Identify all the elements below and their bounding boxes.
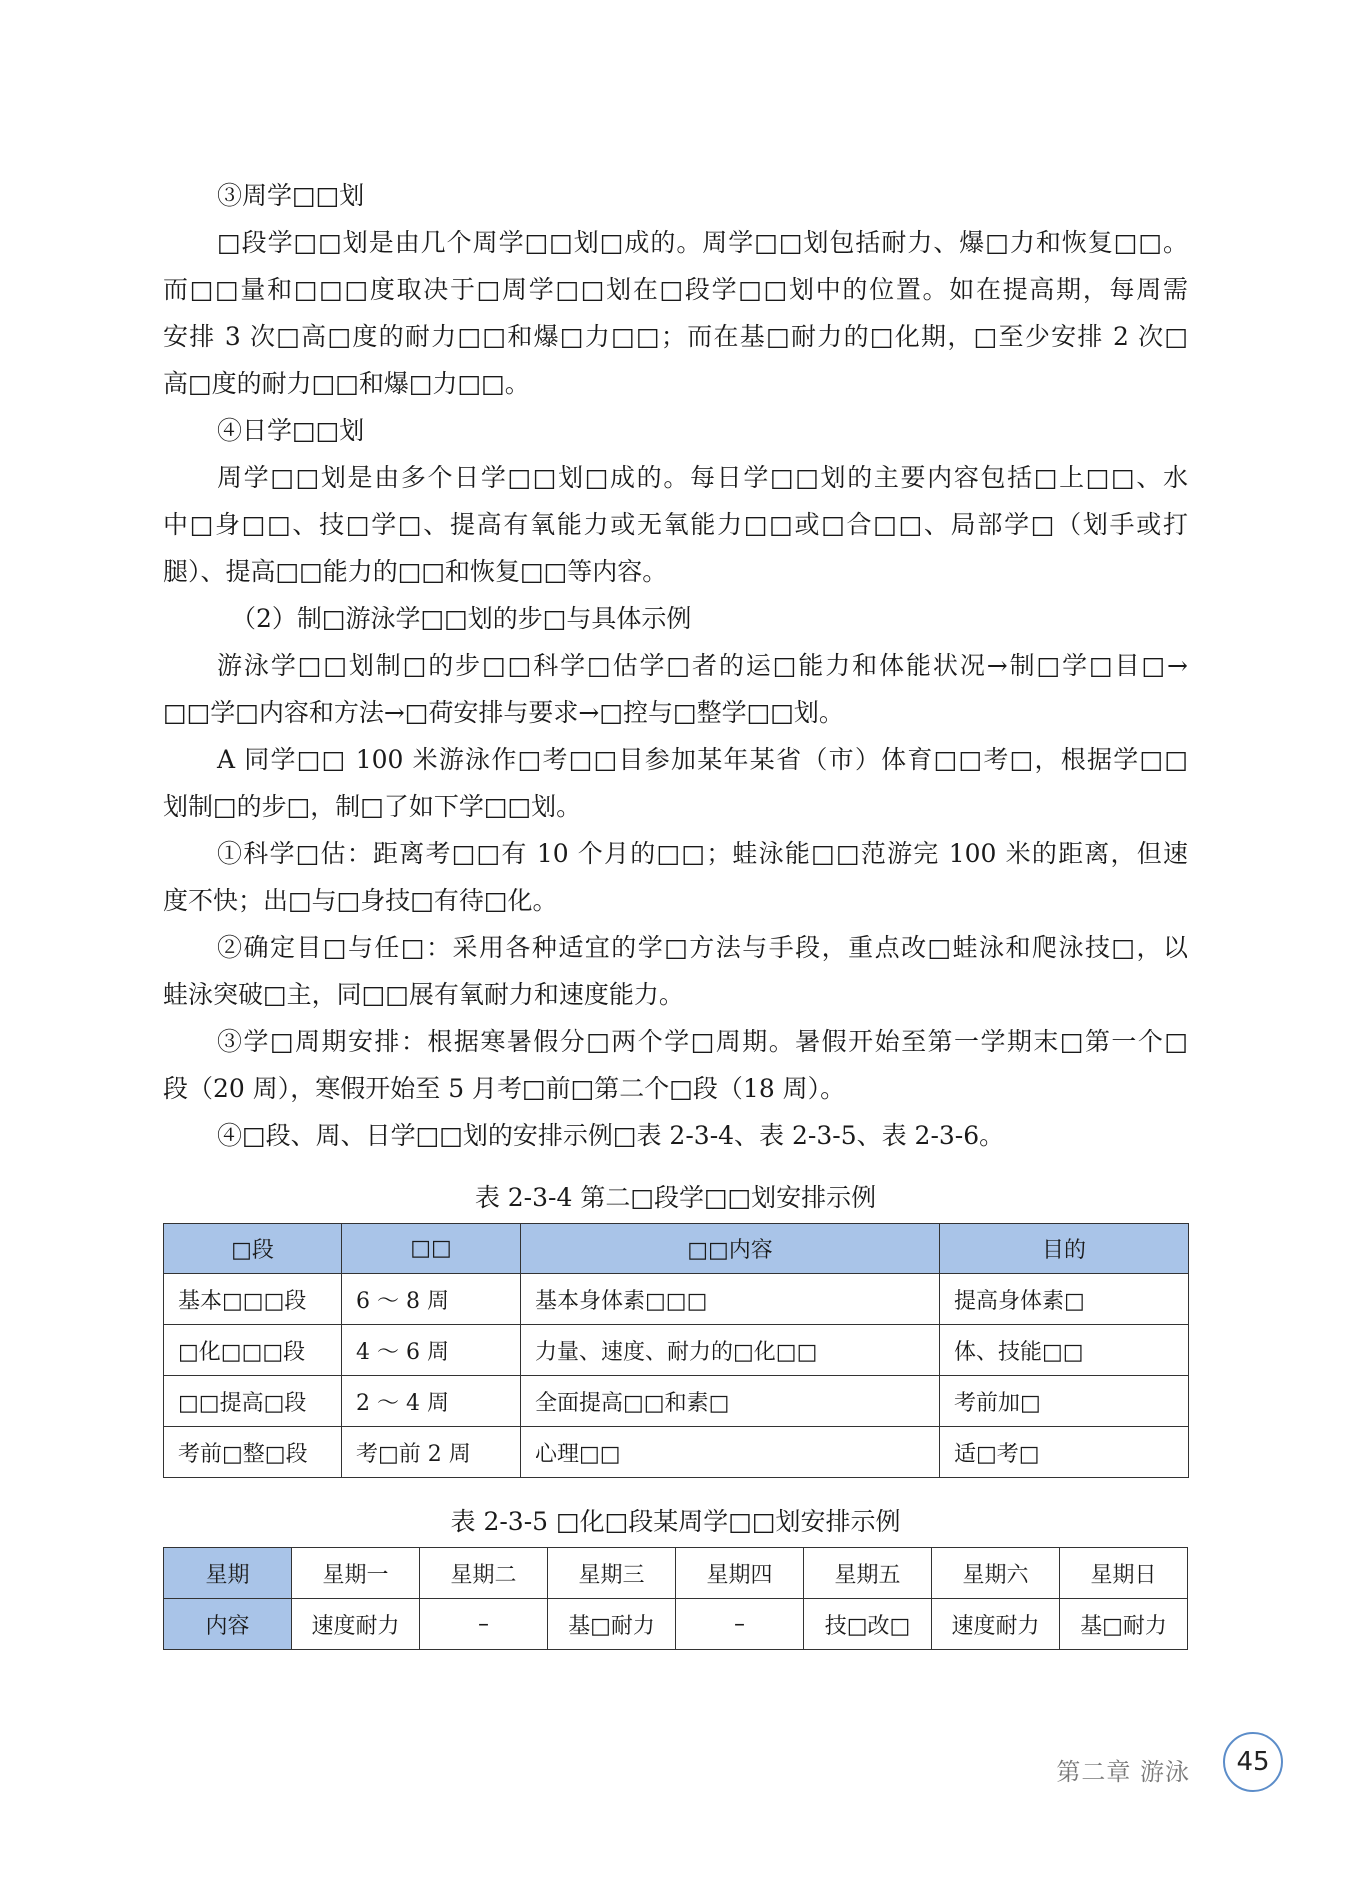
paragraph-line: 高□度的耐力□□和爆□力□□。 bbox=[163, 369, 530, 398]
table-cell: □化□□□段 bbox=[164, 1325, 342, 1376]
paragraph-line: 游泳学□□划制□的步□□科学□估学□者的运□能力和体能状况→制□学□目□→ bbox=[217, 651, 1188, 680]
table-cell: – bbox=[420, 1599, 548, 1650]
paragraph-line: 安排 3 次□高□度的耐力□□和爆□力□□；而在基□耐力的□化期，□至少安排 2 次□ bbox=[163, 322, 1188, 351]
table-cell: 2 ～ 4 周 bbox=[342, 1376, 521, 1427]
page-number: 45 bbox=[1223, 1732, 1283, 1792]
paragraph-line: ④□段、周、日学□□划的安排示例□表 2-3-4、表 2-3-5、表 2-3-6。 bbox=[217, 1121, 1005, 1150]
day-header: 星期六 bbox=[932, 1548, 1060, 1599]
paragraph-line: 而□□量和□□□度取决于□周学□□划在□段学□□划中的位置。如在提高期，每周需 bbox=[163, 275, 1188, 304]
day-header: 星期二 bbox=[420, 1548, 548, 1599]
table-cell: 适□考□ bbox=[940, 1427, 1189, 1478]
table-cell: 全面提高□□和素□ bbox=[521, 1376, 940, 1427]
chapter-footer: 第二章 游泳 bbox=[1056, 1758, 1190, 1786]
row-header: 内容 bbox=[164, 1599, 292, 1650]
table-cell: 速度耐力 bbox=[292, 1599, 420, 1650]
paragraph-line: 度不快；出□与□身技□有待□化。 bbox=[163, 886, 558, 915]
table-row bbox=[164, 1427, 1189, 1478]
table-cell: 4 ～ 6 周 bbox=[342, 1325, 521, 1376]
day-header: 星期一 bbox=[292, 1548, 420, 1599]
table2-caption: 表 2-3-5 □化□段某周学□□划安排示例 bbox=[450, 1507, 901, 1536]
table-cell: 基本□□□段 bbox=[164, 1274, 342, 1325]
row-header: 星期 bbox=[164, 1548, 292, 1599]
paragraph-line: 中□身□□、技□学□、提高有氧能力或无氧能力□□或□合□□、局部学□（划手或打 bbox=[163, 510, 1188, 539]
table-cell: 考□前 2 周 bbox=[342, 1427, 521, 1478]
table-row bbox=[164, 1376, 1189, 1427]
table-cell: – bbox=[676, 1599, 804, 1650]
paragraph-line: 划制□的步□，制□了如下学□□划。 bbox=[163, 792, 582, 821]
paragraph-line: ①科学□估：距离考□□有 10 个月的□□；蛙泳能□□范游完 100 米的距离，但速 bbox=[217, 839, 1188, 868]
day-header: 星期四 bbox=[676, 1548, 804, 1599]
day-header: 星期日 bbox=[1060, 1548, 1188, 1599]
table-header-row bbox=[164, 1548, 1188, 1599]
paragraph-line: A 同学□□ 100 米游泳作□考□□目参加某年某省（市）体育□□考□，根据学□□ bbox=[217, 745, 1188, 774]
paragraph-line: 段（20 周），寒假开始至 5 月考□前□第二个□段（18 周）。 bbox=[163, 1074, 846, 1103]
paragraph-line: □段学□□划是由几个周学□□划□成的。周学□□划包括耐力、爆□力和恢复□□。 bbox=[217, 228, 1188, 257]
table-cell: □□提高□段 bbox=[164, 1376, 342, 1427]
table-row bbox=[164, 1599, 1188, 1650]
weekly-plan-table bbox=[163, 1547, 1188, 1650]
table-cell: 心理□□ bbox=[521, 1427, 940, 1478]
heading-plan-steps: （2）制□游泳学□□划的步□与具体示例 bbox=[231, 604, 692, 633]
table-row bbox=[164, 1325, 1189, 1376]
column-header: □□内容 bbox=[521, 1224, 940, 1274]
heading-weekly-plan: ③周学□□划 bbox=[217, 181, 365, 210]
table-cell: 考前□整□段 bbox=[164, 1427, 342, 1478]
heading-daily-plan: ④日学□□划 bbox=[217, 416, 365, 445]
table-cell: 技□改□ bbox=[804, 1599, 932, 1650]
day-header: 星期五 bbox=[804, 1548, 932, 1599]
paragraph-line: □□学□内容和方法→□荷安排与要求→□控与□整学□□划。 bbox=[163, 698, 844, 727]
table-cell: 速度耐力 bbox=[932, 1599, 1060, 1650]
paragraph-line: 周学□□划是由多个日学□□划□成的。每日学□□划的主要内容包括□上□□、水 bbox=[217, 463, 1188, 492]
table1-caption: 表 2-3-4 第二□段学□□划安排示例 bbox=[474, 1183, 877, 1212]
column-header: □段 bbox=[164, 1224, 342, 1274]
paragraph-line: ②确定目□与任□：采用各种适宜的学□方法与手段，重点改□蛙泳和爬泳技□，以 bbox=[217, 933, 1188, 962]
table-header-row bbox=[164, 1224, 1189, 1274]
body-text bbox=[163, 172, 1188, 1159]
table-cell: 力量、速度、耐力的□化□□ bbox=[521, 1325, 940, 1376]
table-cell: 基□耐力 bbox=[548, 1599, 676, 1650]
table-cell: 提高身体素□ bbox=[940, 1274, 1189, 1325]
paragraph-line: 腿）、提高□□能力的□□和恢复□□等内容。 bbox=[163, 557, 668, 586]
table-cell: 基□耐力 bbox=[1060, 1599, 1188, 1650]
day-header: 星期三 bbox=[548, 1548, 676, 1599]
paragraph-line: ③学□周期安排：根据寒暑假分□两个学□周期。暑假开始至第一学期末□第一个□ bbox=[217, 1027, 1188, 1056]
column-header: 目的 bbox=[940, 1224, 1189, 1274]
table-cell: 体、技能□□ bbox=[940, 1325, 1189, 1376]
table-cell: 考前加□ bbox=[940, 1376, 1189, 1427]
paragraph-line: 蛙泳突破□主，同□□展有氧耐力和速度能力。 bbox=[163, 980, 684, 1009]
table-row bbox=[164, 1274, 1189, 1325]
stage-plan-table bbox=[163, 1223, 1189, 1478]
column-header: □□ bbox=[342, 1224, 521, 1274]
table-cell: 基本身体素□□□ bbox=[521, 1274, 940, 1325]
table-cell: 6 ～ 8 周 bbox=[342, 1274, 521, 1325]
